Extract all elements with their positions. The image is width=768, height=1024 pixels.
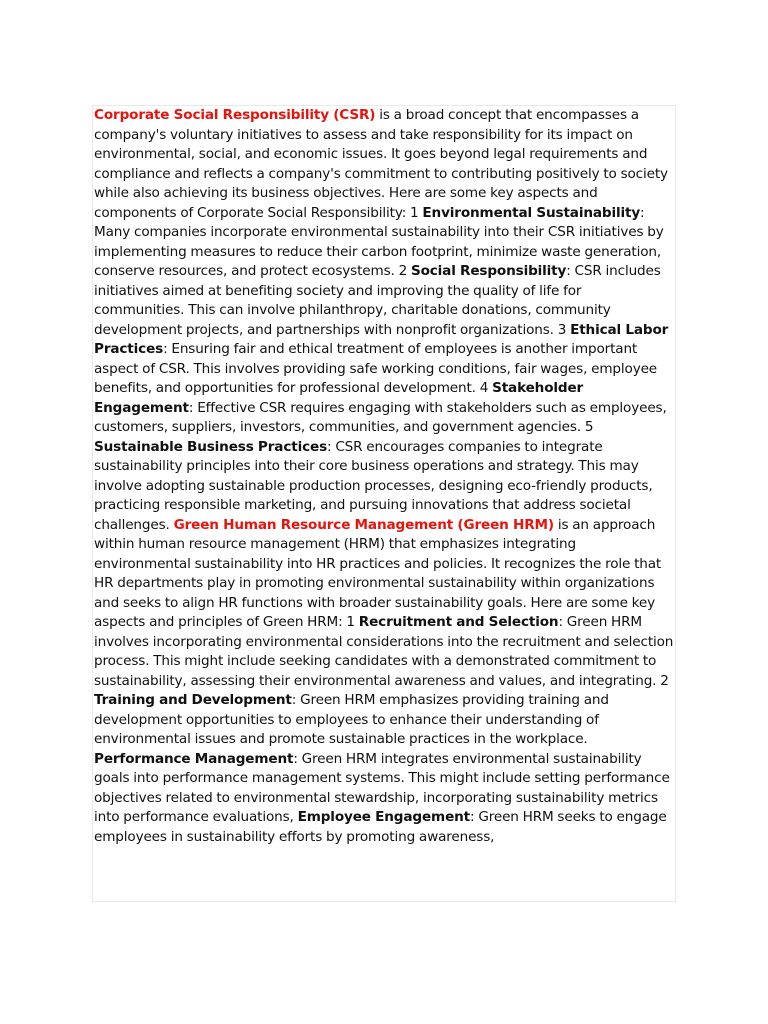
- term-recruitment-and-selection: Recruitment and Selection: [358, 614, 559, 630]
- text-run: : Green HRM integrates environmental sustainability goals into performance management systems. This might include setting performance objectives related to environmental stewardship, incorporating sustainability metrics into performance evaluations,: [94, 750, 670, 825]
- text-run: : Green HRM seeks to engage employees in sustainability efforts by promoting awareness,: [94, 809, 667, 845]
- text-run: is a broad concept that encompasses a company's voluntary initiatives to assess and take responsibility for its impact on environmental, social, and economic issues. It goes beyond legal requirements and compliance and reflects a company's commitment to contributing positively to society while also achieving its business objectives. Here are some key aspects and components of Corporate Social Responsibility: 1: [94, 107, 668, 221]
- term-sustainable-business-practices: Sustainable Business Practices: [94, 438, 328, 455]
- text-run: : Ensuring fair and ethical treatment of employees is another important aspect of CSR. This involves providing safe working conditions, fair wages, employee benefits, and opportunities for professional development. 4: [94, 341, 658, 396]
- term-environmental-sustainability: Environmental Sustainability: [422, 204, 641, 221]
- term-performance-management: Performance Management: [94, 750, 294, 767]
- term-stakeholder-engagement: Stakeholder Engagement: [94, 380, 584, 416]
- text-run: : Effective CSR requires engaging with stakeholders such as employees, customers, suppliers, investors, communities, and government agencies. 5: [94, 399, 667, 435]
- term-employee-engagement: Employee Engagement: [297, 809, 471, 825]
- term-social-responsibility: Social Responsibility: [410, 263, 567, 279]
- text-run: : Green HRM emphasizes providing training and development opportunities to employees to enhance their understanding of environmental issues and promote sustainable practices in the workplace.: [94, 692, 609, 747]
- text-run: : Green HRM involves incorporating environmental considerations into the recruitment and selection process. This might include seeking candidates with a demonstrated commitment to sustainability, assessing their environmental awareness and values, and integrating. 2: [94, 614, 674, 689]
- heading-csr: Corporate Social Responsibility (CSR): [94, 107, 376, 123]
- text-run: : CSR includes initiatives aimed at benefiting society and improving the quality of life for communities. This can involve philanthropy, charitable donations, community development projects, and partnerships with nonprofit organizations. 3: [94, 263, 661, 338]
- text-run: is an approach within human resource management (HRM) that emphasizes integrating environmental sustainability into HR practices and policies. It recognizes the role that HR departments play in promoting environmental sustainability within organizations and seeks to align HR functions with broader sustainability goals. Here are some key aspects and principles of Green HRM: 1: [94, 516, 662, 630]
- text-run: : Many companies incorporate environmental sustainability into their CSR initiatives by implementing measures to reduce their carbon footprint, minimize waste generation, conserve resources, and protect ecosystems. 2: [94, 204, 664, 279]
- heading-green-hrm: Green Human Resource Management (Green HRM): [173, 516, 554, 533]
- document-body-text: [93, 106, 675, 847]
- document-page: [92, 105, 676, 902]
- term-training-and-development: Training and Development: [94, 692, 292, 708]
- term-ethical-labor-practices: Ethical Labor Practices: [94, 321, 669, 357]
- text-run: : CSR encourages companies to integrate sustainability principles into their core business operations and strategy. This may involve adopting sustainable production processes, designing eco-friendly products, practicing responsible marketing, and pursuing innovations that address societal challenges.: [94, 438, 653, 533]
